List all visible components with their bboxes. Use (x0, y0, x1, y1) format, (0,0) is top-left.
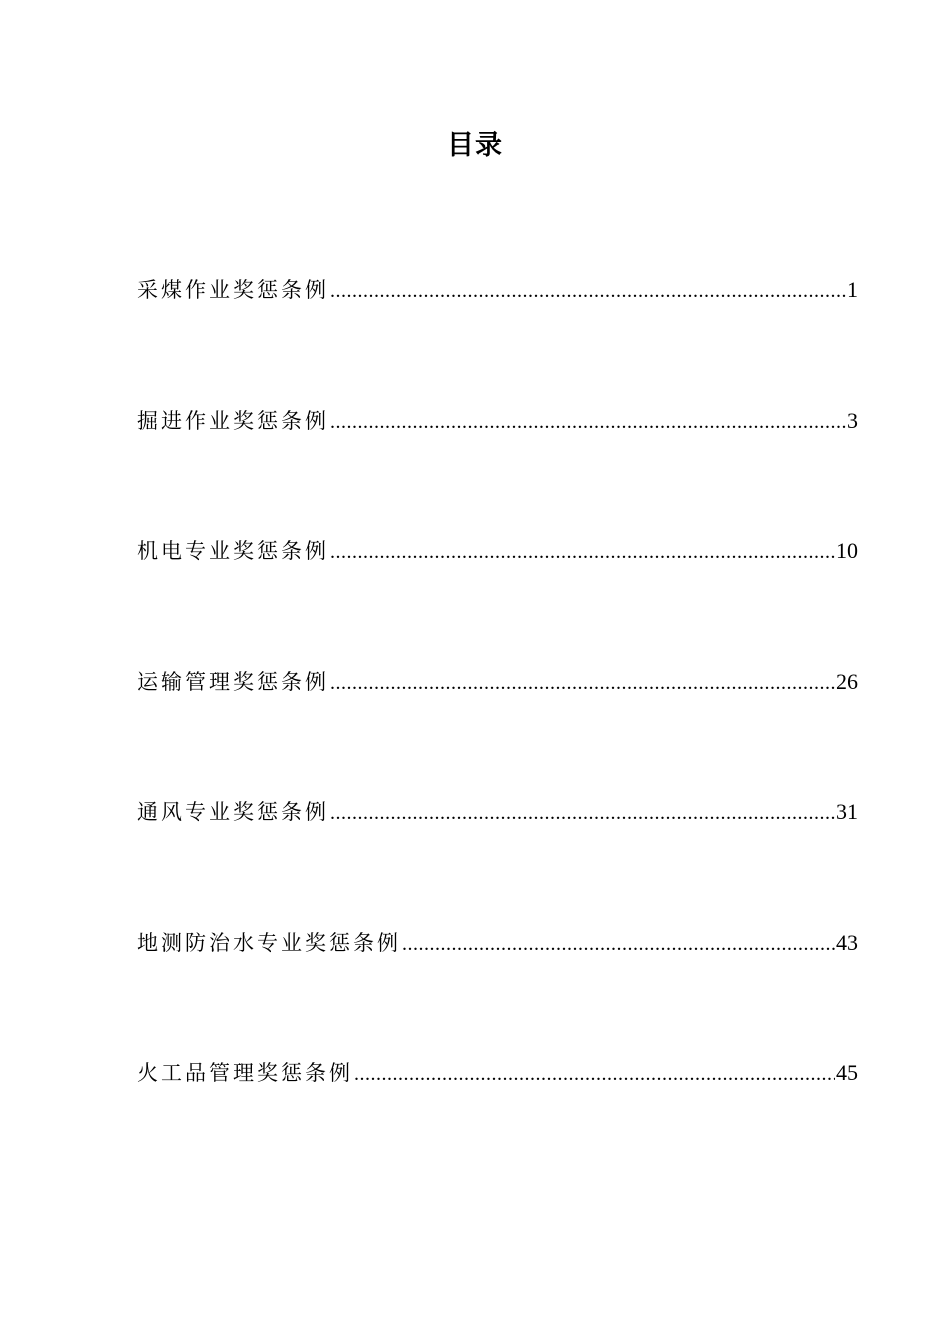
toc-entry[interactable] (137, 401, 858, 532)
toc-entry-label: 采煤作业奖惩条例 (137, 278, 329, 302)
toc-entry-label: 火工品管理奖惩条例 (137, 1061, 353, 1085)
toc-entry-page-number: 31 (836, 799, 858, 824)
toc-entry-label: 通风专业奖惩条例 (137, 800, 329, 824)
toc-dot-leader (330, 663, 835, 703)
toc-dot-leader (330, 532, 835, 572)
toc-entry-page-number: 43 (836, 929, 858, 955)
toc-entry-page-number: 1 (847, 277, 858, 302)
toc-entry-page-number: 3 (847, 407, 858, 433)
toc-dot-leader (354, 1054, 835, 1094)
toc-entry[interactable] (137, 270, 858, 401)
toc-entry-label: 机电专业奖惩条例 (137, 539, 329, 563)
toc-dot-leader (402, 924, 835, 964)
toc-dot-leader (330, 402, 846, 442)
toc-entry[interactable] (137, 923, 858, 1054)
toc-list (137, 270, 858, 1184)
toc-entry[interactable] (137, 792, 858, 923)
toc-entry-label: 运输管理奖惩条例 (137, 669, 329, 694)
toc-dot-leader (330, 793, 835, 833)
toc-entry-page-number: 26 (836, 668, 858, 694)
toc-entry[interactable] (137, 662, 858, 793)
toc-entry-label: 地测防治水专业奖惩条例 (137, 930, 401, 955)
toc-entry-label: 掘进作业奖惩条例 (137, 408, 329, 433)
toc-dot-leader (330, 271, 846, 311)
toc-entry-page-number: 45 (836, 1060, 858, 1085)
toc-entry[interactable] (137, 531, 858, 662)
toc-entry-page-number: 10 (836, 538, 858, 563)
toc-title: 目录 (447, 130, 503, 161)
toc-entry[interactable] (137, 1053, 858, 1184)
